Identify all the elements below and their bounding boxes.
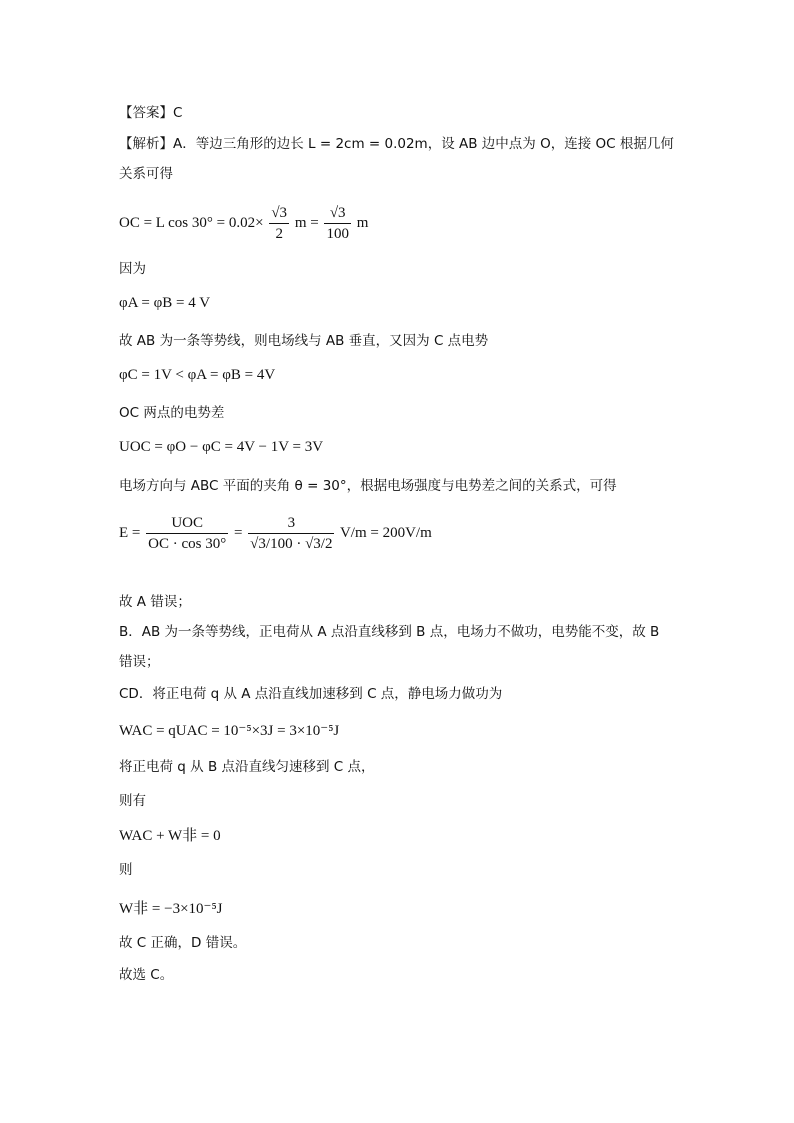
eq-oc-fraction-1 [269,203,289,244]
eq-e-rhs: V/m = 200V/m [339,524,432,541]
because-line: 因为 [119,261,146,277]
eq-oc-fraction-2 [324,203,351,244]
eq-e-f1-num: UOC [146,513,228,534]
eq-oc-f2-den: 100 [326,226,349,242]
equation-phi-ab: φA = φB = 4 V [119,295,211,311]
eq-oc-f1-num: √3 [269,203,289,224]
equation-wac: WAC = qUAC = 10⁻⁵×3J = 3×10⁻⁵J [119,723,340,739]
cd-line: CD．将正电荷 q 从 A 点沿直线加速移到 C 点，静电场力做功为 [119,686,503,702]
eq-e-f2-num: 3 [248,513,334,534]
eq-e-f1-den: OC · cos 30° [148,536,227,552]
eq-e-f2-den: √3/100 · √3/2 [250,536,333,552]
eq-oc-lhs: OC = L cos 30° = 0.02× [119,214,264,231]
then-line: 则 [119,862,133,878]
eq-oc-f2-num: √3 [324,203,351,224]
equation-oc [119,203,368,244]
angle-line: 电场方向与 ABC 平面的夹角 θ = 30°，根据电场强度与电势差之间的关系式，可得 [119,478,617,494]
eq-e-equals: = [233,524,243,541]
equation-phi-c: φC = 1V < φA = φB = 4V [119,367,276,383]
eq-oc-mid: m = [294,214,319,231]
then-have-line: 则有 [119,793,146,809]
oc-diff-line: OC 两点的电势差 [119,405,225,421]
eq-oc-unit: m [356,214,369,231]
equipotential-line: 故 AB 为一条等势线，则电场线与 AB 垂直，又因为 C 点电势 [119,333,489,349]
a-wrong-line: 故 A 错误； [119,594,191,610]
equation-sum: WAC + W非 = 0 [119,828,221,844]
eq-e-lhs: E = [119,524,141,541]
analysis-line-2: 关系可得 [119,166,173,182]
answer-line: 【答案】C [119,105,183,121]
b-line-2: 错误； [119,654,160,670]
eq-oc-f1-den: 2 [275,226,283,242]
analysis-line-1: 【解析】A．等边三角形的边长 L = 2cm = 0.02m，设 AB 边中点为 O，连接 OC 根据几何 [119,136,674,152]
equation-e [119,513,432,554]
uniform-line: 将正电荷 q 从 B 点沿直线匀速移到 C 点， [119,759,375,775]
eq-e-fraction-1 [146,513,228,554]
equation-wnon: W非 = −3×10⁻⁵J [119,901,223,917]
eq-e-fraction-2 [248,513,334,554]
b-line-1: B．AB 为一条等势线，正电荷从 A 点沿直线移到 B 点，电场力不做功，电势能不变，故 B [119,624,660,640]
equation-uoc: UOC = φO − φC = 4V − 1V = 3V [119,439,324,455]
choose-line: 故选 C。 [119,967,174,983]
c-right-line: 故 C 正确，D 错误。 [119,935,247,951]
